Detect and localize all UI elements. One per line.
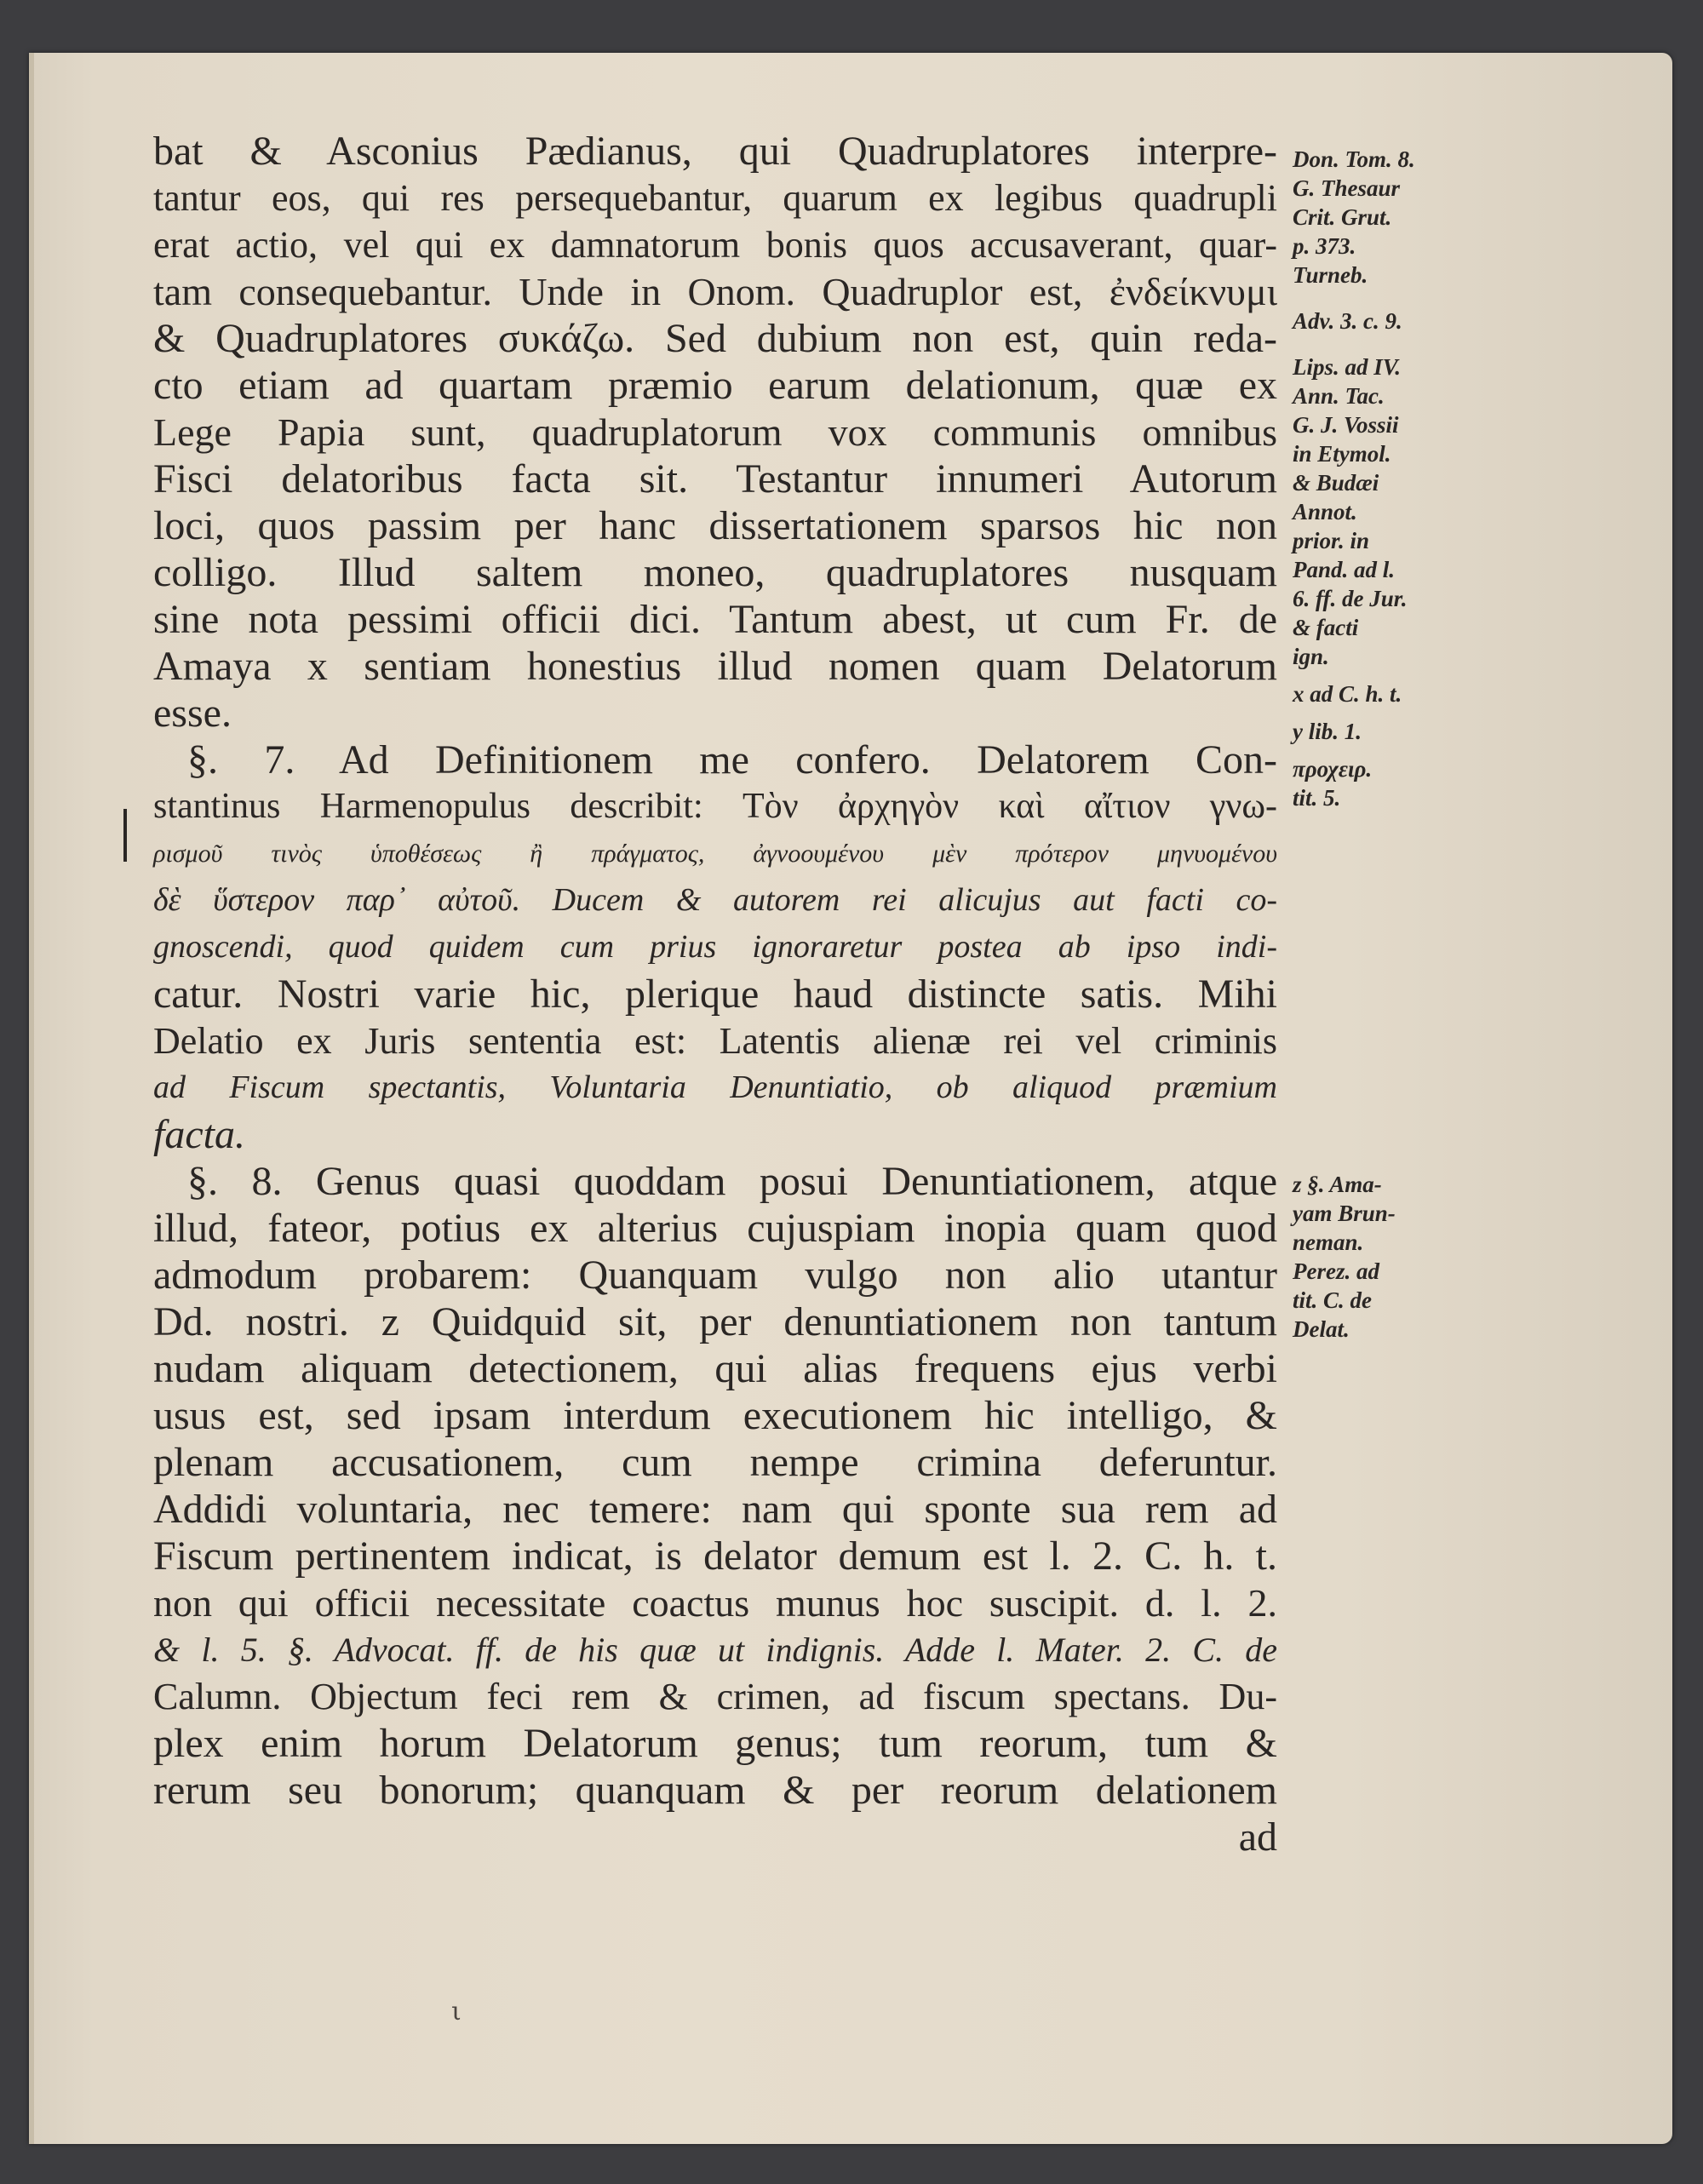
margin-note: Turneb. bbox=[1293, 262, 1368, 288]
section-heading-line: §. 8. Genus quasi quoddam posui Denuntiationem, atque bbox=[187, 1159, 1277, 1204]
margin-note: 6. ff. de Jur. bbox=[1293, 586, 1408, 611]
ink-tick: ι bbox=[451, 1997, 462, 2026]
text-line: facta. bbox=[153, 1112, 245, 1157]
text-line: rerum seu bonorum; quanquam & per reorum delationem bbox=[153, 1768, 1277, 1813]
margin-note: Crit. Grut. bbox=[1293, 204, 1392, 230]
text-line: Delatio ex Juris sententia est: Latentis alienæ rei vel criminis bbox=[153, 1020, 1277, 1062]
text-line: sine nota pessimi officii dici. Tantum abest, ut cum Fr. de bbox=[153, 597, 1277, 642]
text-line: erat actio, vel qui ex damnatorum bonis quos accusaverant, quar- bbox=[153, 224, 1277, 266]
text-line: illud, fateor, potius ex alterius cujuspiam inopia quam quod bbox=[153, 1206, 1277, 1251]
text-line: & Quadruplatores συκάζω. Sed dubium non est, quin reda- bbox=[153, 316, 1277, 361]
greek-text-line: ρισμοῦ τινὸς ὑποθέσεως ἢ πράγματος, ἀγνοουμένου μὲν πρότερον μηνυομένου bbox=[153, 840, 1277, 868]
section-heading-line: §. 7. Ad Definitionem me confero. Delatorem Con- bbox=[187, 737, 1277, 782]
text-line: esse. bbox=[153, 691, 232, 736]
margin-note: & Budæi bbox=[1293, 470, 1379, 496]
text-line: cto etiam ad quartam præmio earum delationum, quæ ex bbox=[153, 363, 1277, 408]
margin-note: prior. in bbox=[1293, 528, 1370, 553]
margin-note: προχειρ. bbox=[1293, 756, 1373, 782]
margin-note: Ann. Tac. bbox=[1293, 383, 1385, 409]
margin-note: Don. Tom. 8. bbox=[1293, 146, 1415, 172]
text-line: gnoscendi, quod quidem cum prius ignoraretur postea ab ipso indi- bbox=[153, 929, 1277, 965]
text-line: plenam accusationem, cum nempe crimina deferuntur. bbox=[153, 1440, 1277, 1485]
margin-note: Pand. ad l. bbox=[1293, 557, 1396, 582]
text-line: plex enim horum Delatorum genus; tum reorum, tum & bbox=[153, 1721, 1277, 1766]
margin-note: tit. C. de bbox=[1293, 1287, 1372, 1313]
text-line: catur. Nostri varie hic, plerique haud distincte satis. Mihi bbox=[153, 972, 1277, 1017]
text-line: loci, quos passim per hanc dissertationem sparsos hic non bbox=[153, 503, 1277, 548]
text-line: Amaya x sentiam honestius illud nomen quam Delatorum bbox=[153, 644, 1277, 689]
text-line: Dd. nostri. z Quidquid sit, per denuntiationem non tantum bbox=[153, 1299, 1277, 1344]
text-line: ad Fiscum spectantis, Voluntaria Denuntiatio, ob aliquod præmium bbox=[153, 1069, 1277, 1105]
margin-note: in Etymol. bbox=[1293, 441, 1391, 467]
margin-note: G. J. Vossii bbox=[1293, 412, 1399, 438]
text-line: stantinus Harmenopulus describit: Τὸν ἀρχηγὸν καὶ αἴτιον γνω- bbox=[153, 787, 1277, 826]
page-binding-edge bbox=[29, 53, 34, 2144]
text-line: Fisci delatoribus facta sit. Testantur innumeri Autorum bbox=[153, 456, 1277, 502]
ink-mark bbox=[123, 809, 127, 862]
margin-note: Lips. ad IV. bbox=[1293, 354, 1402, 380]
main-text-block bbox=[153, 128, 1277, 1860]
margin-note: yam Brun- bbox=[1293, 1201, 1396, 1226]
text-line: bat & Asconius Pædianus, qui Quadruplatores interpre- bbox=[153, 129, 1277, 174]
margin-note: Delat. bbox=[1293, 1316, 1350, 1342]
margin-note: y lib. 1. bbox=[1293, 719, 1362, 744]
margin-note: ign. bbox=[1293, 644, 1329, 669]
text-line: & l. 5. §. Advocat. ff. de his quæ ut indignis. Adde l. Mater. 2. C. de bbox=[153, 1631, 1277, 1669]
margin-note: Adv. 3. c. 9. bbox=[1293, 308, 1402, 334]
text-line: Calumn. Objectum feci rem & crimen, ad fiscum spectans. Du- bbox=[153, 1676, 1277, 1717]
margin-note: G. Thesaur bbox=[1293, 175, 1401, 201]
margin-note: neman. bbox=[1293, 1230, 1364, 1255]
text-line: Fiscum pertinentem indicat, is delator demum est l. 2. C. h. t. bbox=[153, 1533, 1277, 1579]
text-line: non qui officii necessitate coactus munus hoc suscipit. d. l. 2. bbox=[153, 1581, 1277, 1625]
text-line: Lege Papia sunt, quadruplatorum vox communis omnibus bbox=[153, 410, 1277, 454]
catchword: ad bbox=[1238, 1814, 1277, 1860]
margin-note: p. 373. bbox=[1293, 233, 1356, 259]
margin-note: x ad C. h. t. bbox=[1293, 681, 1402, 707]
text-line: δὲ ὕστερον παρ᾽ αὐτοῦ. Ducem & autorem rei alicujus aut facti co- bbox=[153, 882, 1277, 918]
text-line: admodum probarem: Quanquam vulgo non alio utantur bbox=[153, 1253, 1277, 1298]
margin-notes bbox=[1293, 145, 1463, 1344]
text-line: nudam aliquam detectionem, qui alias frequens ejus verbi bbox=[153, 1346, 1277, 1391]
margin-note: Perez. ad bbox=[1293, 1258, 1379, 1284]
text-line: usus est, sed ipsam interdum executionem hic intelligo, & bbox=[153, 1393, 1277, 1438]
text-line: tam consequebantur. Unde in Onom. Quadruplor est, ἐνδείκνυμι bbox=[153, 270, 1277, 313]
text-line: colligo. Illud saltem moneo, quadruplatores nusquam bbox=[153, 550, 1277, 595]
margin-note: & facti bbox=[1293, 615, 1359, 640]
margin-note: Annot. bbox=[1293, 499, 1357, 525]
margin-note: tit. 5. bbox=[1293, 785, 1341, 811]
text-line: Addidi voluntaria, nec temere: nam qui sponte sua rem ad bbox=[153, 1487, 1277, 1532]
margin-note: z §. Ama- bbox=[1293, 1172, 1382, 1197]
text-line: tantur eos, qui res persequebantur, quarum ex legibus quadrupli bbox=[153, 177, 1277, 219]
